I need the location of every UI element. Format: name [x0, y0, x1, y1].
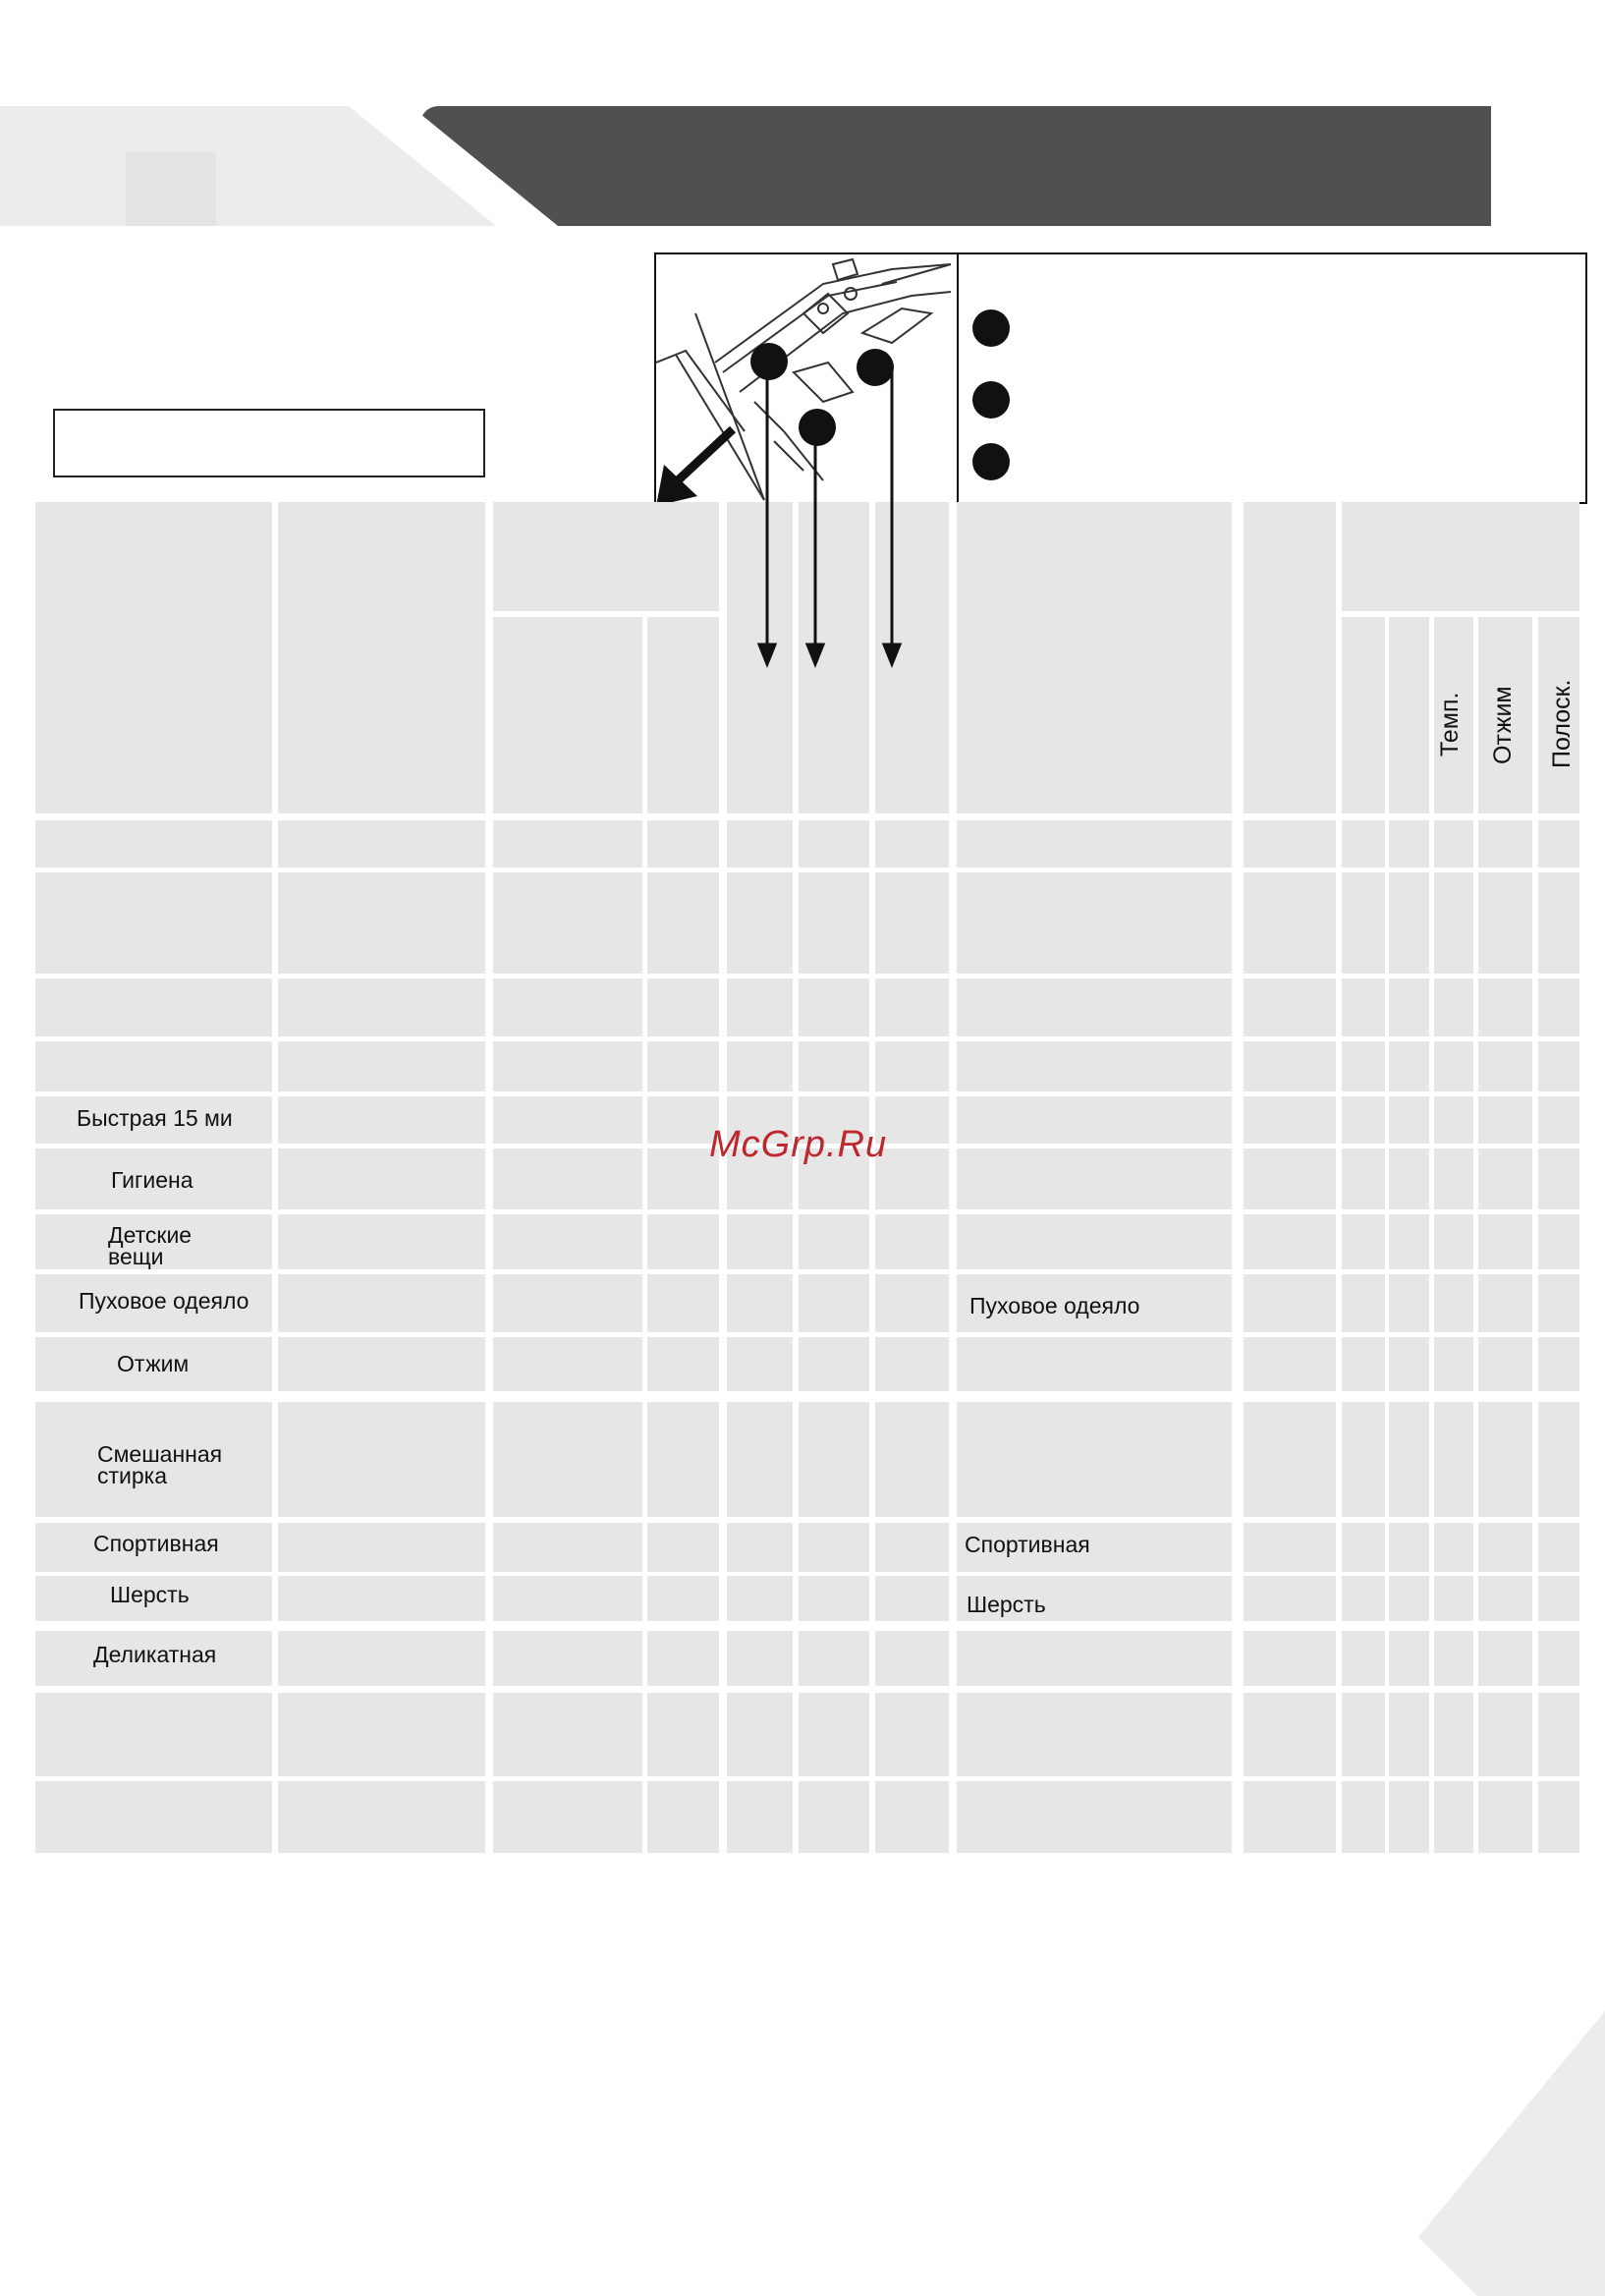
program-duvet-right: Пуховое одеяло — [969, 1293, 1140, 1318]
header-rinse: Полоск. — [1548, 679, 1576, 768]
program-sport: Спортивная — [93, 1531, 219, 1556]
program-spin: Отжим — [117, 1351, 190, 1376]
header-spin: Отжим — [1489, 686, 1517, 764]
program-duvet: Пуховое одеяло — [79, 1288, 249, 1314]
program-delicate: Деликатная — [93, 1642, 217, 1667]
program-hygiene: Гигиена — [111, 1167, 194, 1193]
program-quick15: Быстрая 15 ми — [77, 1105, 233, 1131]
watermark: McGrp.Ru — [709, 1124, 888, 1165]
header-temp: Темп. — [1436, 692, 1464, 756]
program-wool: Шерсть — [110, 1582, 190, 1607]
program-mixed: Смешанная стирка — [97, 1441, 223, 1488]
program-baby: Детские вещи — [108, 1222, 193, 1269]
program-wool-right: Шерсть — [967, 1592, 1046, 1617]
program-sport-right: Спортивная — [965, 1532, 1090, 1557]
